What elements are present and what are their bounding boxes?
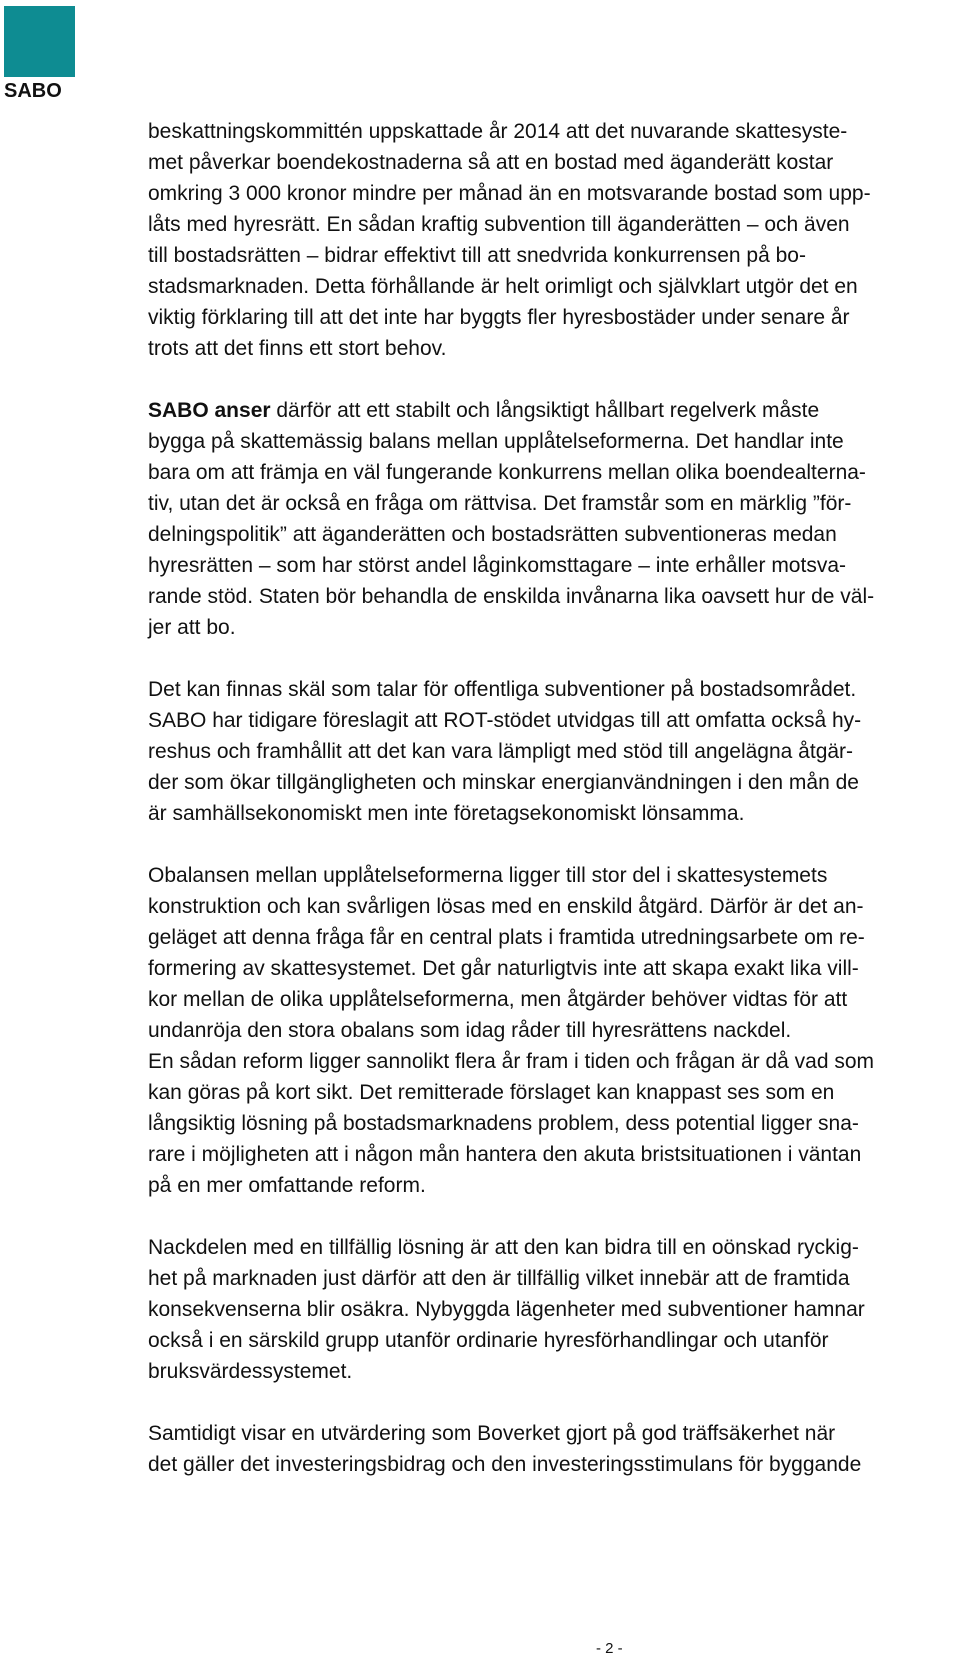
text-line: met påverkar boendekostnaderna så att en bostad med äganderätt kostar	[148, 151, 834, 174]
text-line: Nackdelen med en tillfällig lösning är att den kan bidra till en oönskad ryckig-	[148, 1236, 859, 1259]
paragraph-1	[148, 116, 948, 364]
text-fragment: därför att ett stabilt och långsiktigt hållbart regelverk måste	[270, 399, 820, 422]
text-line: låts med hyresrätt. En sådan kraftig subvention till äganderätten – och även	[148, 213, 850, 236]
bold-lead: SABO anser	[148, 399, 271, 422]
paragraph-2	[148, 395, 948, 643]
text-line: bara om att främja en väl fungerande konkurrens mellan olika boendealterna-	[148, 461, 866, 484]
text-line: rare i möjligheten att i någon mån hantera den akuta bristsituationen i väntan	[148, 1143, 862, 1166]
text-line: är samhällsekonomiskt men inte företagsekonomiskt lönsamma.	[148, 802, 745, 825]
text-line: bruksvärdessystemet.	[148, 1360, 353, 1383]
text-line: undanröja den stora obalans som idag råder till hyresrättens nackdel.	[148, 1019, 792, 1042]
text-line: trots att det finns ett stort behov.	[148, 337, 447, 360]
text-line: långsiktig lösning på bostadsmarknadens problem, dess potential ligger sna-	[148, 1112, 859, 1135]
text-line: på en mer omfattande reform.	[148, 1174, 426, 1197]
text-line: jer att bo.	[148, 616, 236, 639]
text-line: SABO har tidigare föreslagit att ROT-stödet utvidgas till att omfatta också hy-	[148, 709, 862, 732]
logo-square	[4, 6, 75, 77]
text-line: kor mellan de olika upplåtelseformerna, men åtgärder behöver vidtas för att	[148, 988, 848, 1011]
text-line: omkring 3 000 kronor mindre per månad än en motsvarande bostad som upp-	[148, 182, 871, 205]
text-line: reshus och framhållit att det kan vara lämpligt med stöd till angelägna åtgär-	[148, 740, 854, 763]
text-line: bygga på skattemässig balans mellan upplåtelseformerna. Det handlar inte	[148, 430, 844, 453]
text-line: konstruktion och kan svårligen lösas med en enskild åtgärd. Därför är det an-	[148, 895, 864, 918]
text-line: Samtidigt visar en utvärdering som Boverket gjort på god träffsäkerhet när	[148, 1422, 836, 1445]
paragraph-4	[148, 860, 948, 1201]
sabo-logo	[4, 6, 76, 100]
text-line: formering av skattesystemet. Det går naturligtvis inte att skapa exakt lika vill-	[148, 957, 859, 980]
text-line: hyresrätten – som har störst andel låginkomsttagare – inte erhåller motsva-	[148, 554, 846, 577]
text-line: viktig förklaring till att det inte har byggts fler hyresbostäder under senare år	[148, 306, 850, 329]
text-line: het på marknaden just därför att den är tillfällig vilket innebär att de framtida	[148, 1267, 850, 1290]
paragraph-5	[148, 1232, 948, 1387]
text-line: der som ökar tillgängligheten och minskar energianvändningen i den mån de	[148, 771, 859, 794]
text-line: kan göras på kort sikt. Det remitterade förslaget kan knappast ses som en	[148, 1081, 835, 1104]
text-line: delningspolitik” att äganderätten och bostadsrätten subventioneras medan	[148, 523, 837, 546]
page-number: - 2 -	[596, 1640, 623, 1657]
text-line: det gäller det investeringsbidrag och den investeringsstimulans för byggande	[148, 1453, 862, 1476]
text-line: också i en särskild grupp utanför ordinarie hyresförhandlingar och utanför	[148, 1329, 829, 1352]
text-line: beskattningskommittén uppskattade år 2014 att det nuvarande skattesyste-	[148, 120, 848, 143]
logo-text: SABO	[4, 80, 62, 102]
text-line: geläget att denna fråga får en central plats i framtida utredningsarbete om re-	[148, 926, 865, 949]
text-line: stadsmarknaden. Detta förhållande är helt orimligt och självklart utgör det en	[148, 275, 858, 298]
text-line: Obalansen mellan upplåtelseformerna ligger till stor del i skattesystemets	[148, 864, 828, 887]
text-line: tiv, utan det är också en fråga om rättvisa. Det framstår som en märklig ”för-	[148, 492, 852, 515]
text-line	[148, 395, 948, 426]
text-line: rande stöd. Staten bör behandla de enskilda invånarna lika oavsett hur de väl-	[148, 585, 875, 608]
paragraph-6	[148, 1418, 948, 1480]
text-line: till bostadsrätten – bidrar effektivt till att snedvrida konkurrensen på bo-	[148, 244, 806, 267]
document-body	[148, 116, 948, 1480]
text-line: Det kan finnas skäl som talar för offentliga subventioner på bostadsområdet.	[148, 678, 857, 701]
text-line: En sådan reform ligger sannolikt flera år fram i tiden och frågan är då vad som	[148, 1050, 875, 1073]
text-line: konsekvenserna blir osäkra. Nybyggda lägenheter med subventioner hamnar	[148, 1298, 865, 1321]
paragraph-3	[148, 674, 948, 829]
